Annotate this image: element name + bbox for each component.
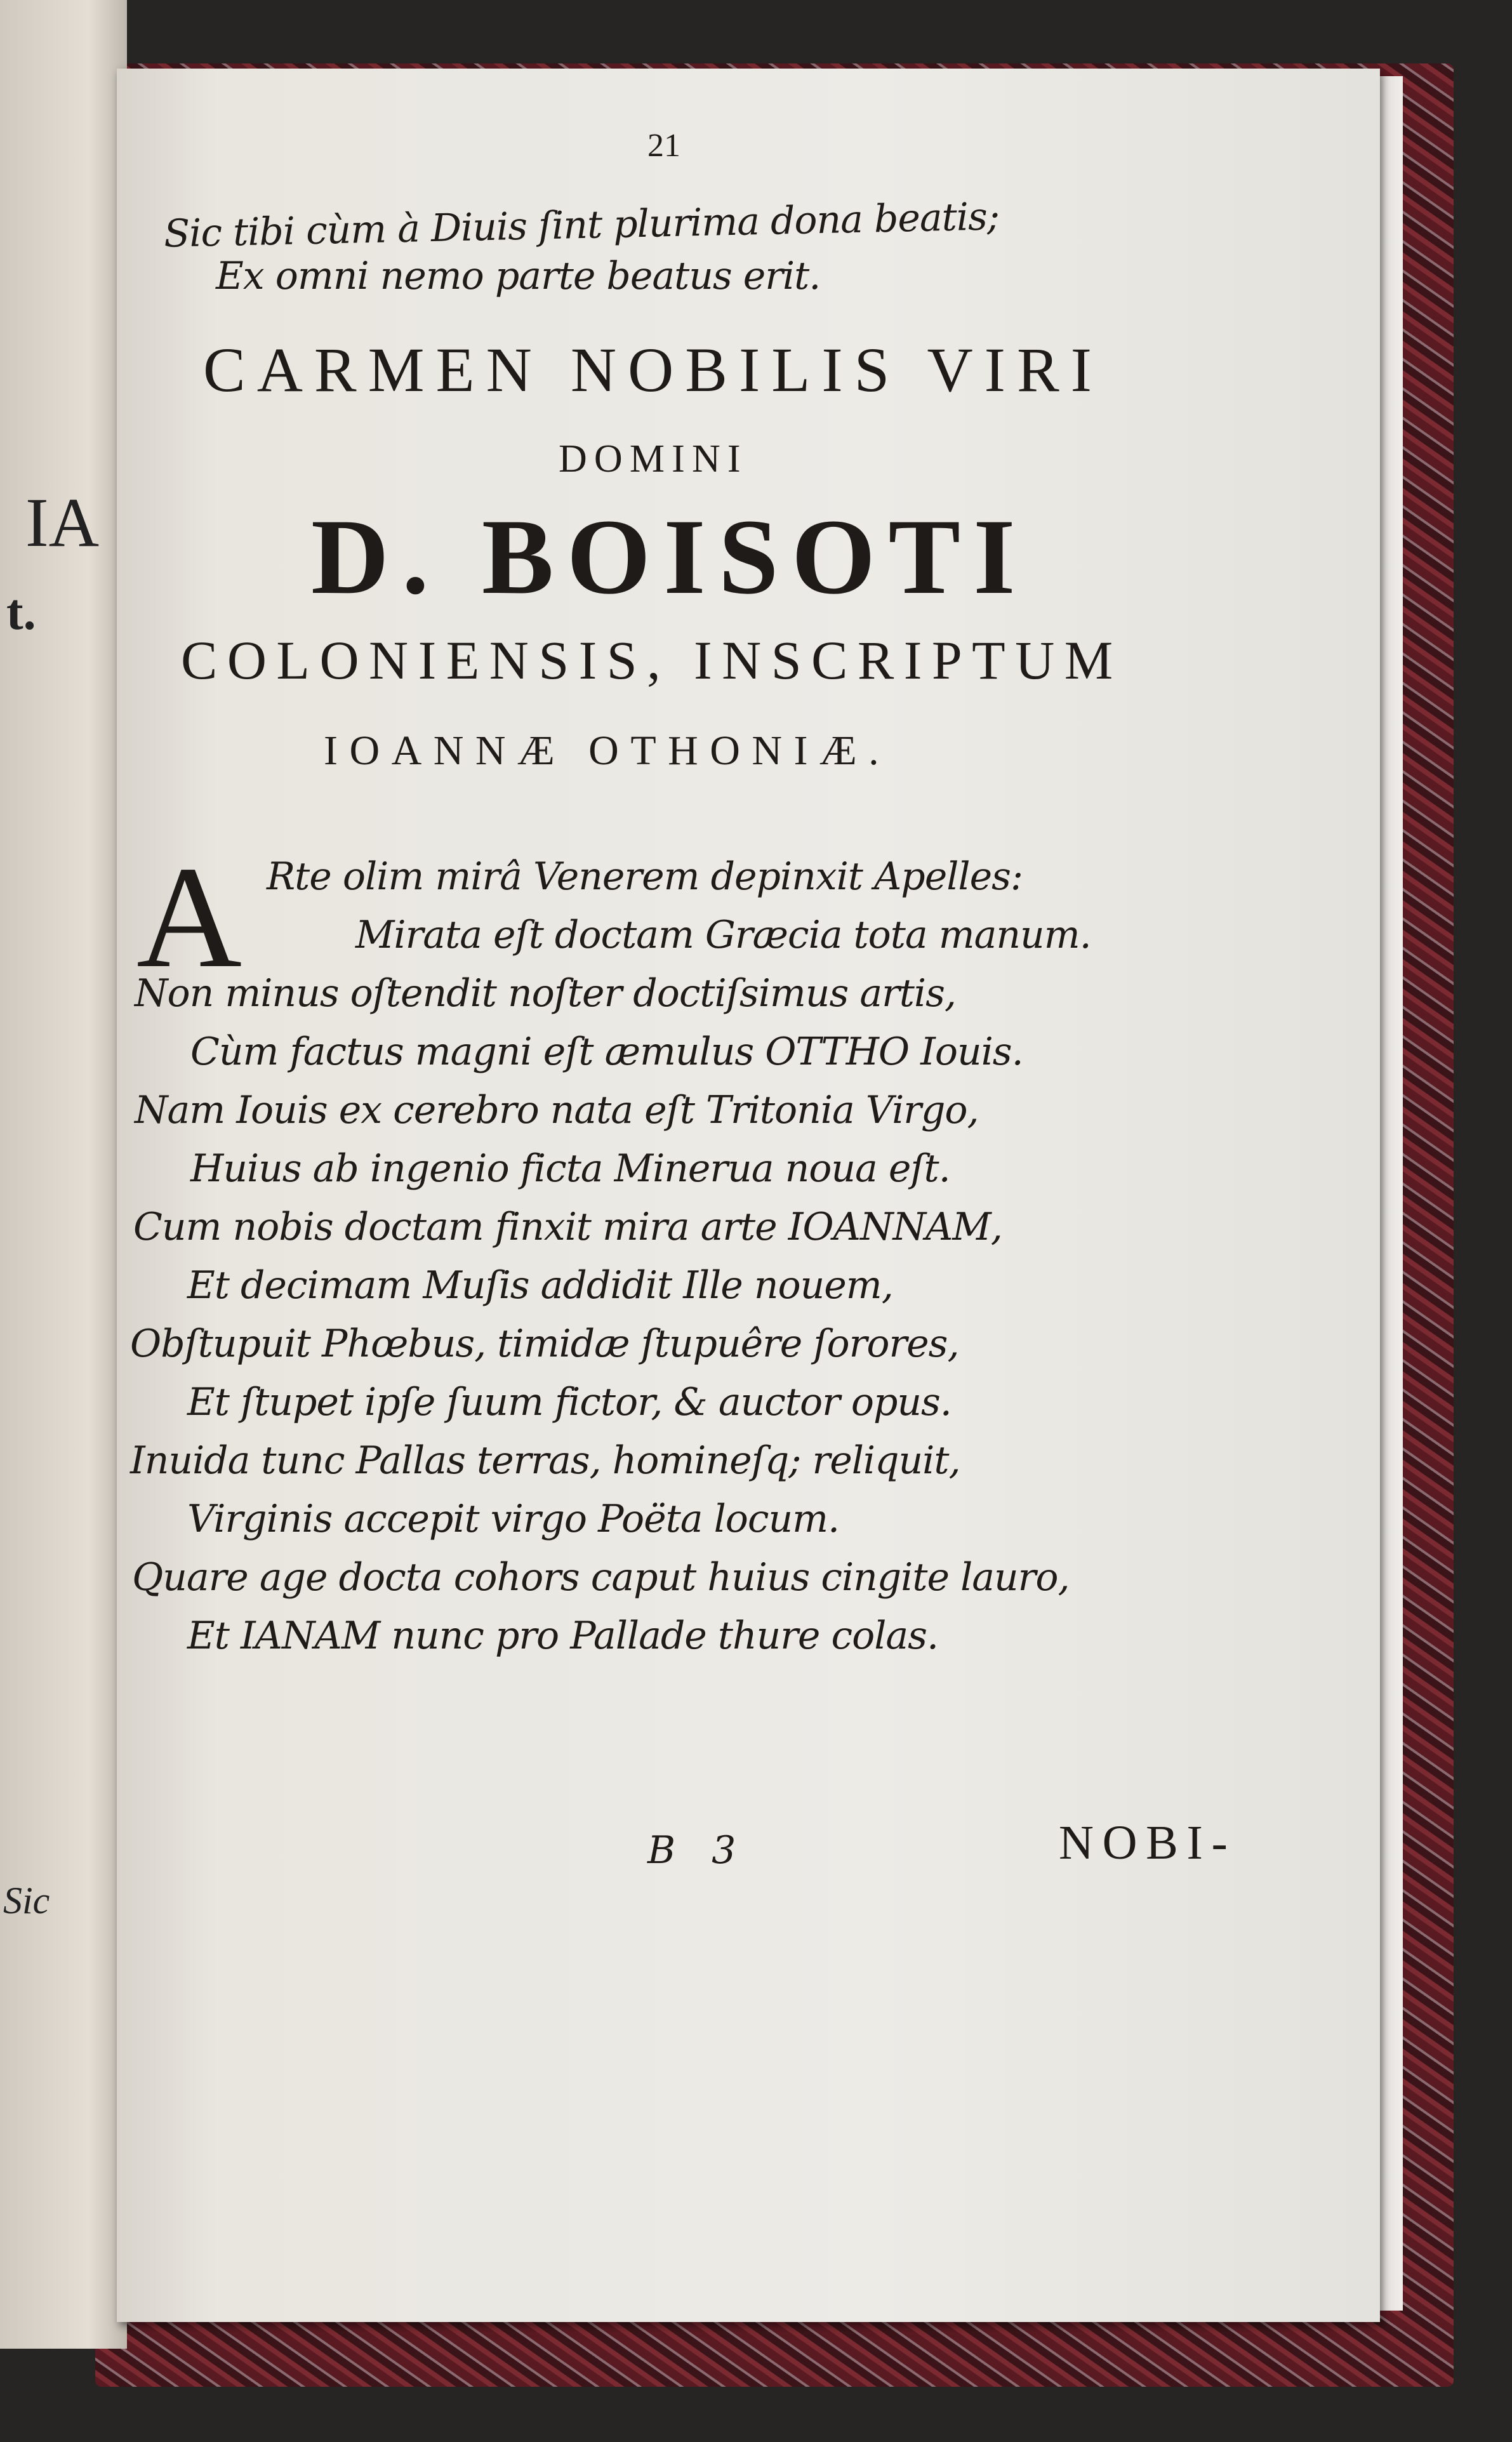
poem-line: Et ſtupet ipſe ſuum fictor, & auctor opus. xyxy=(187,1380,952,1424)
poem-line: Cum nobis doctam finxit mira arte IOANNAM, xyxy=(133,1205,1002,1249)
left-page-fragment: IA xyxy=(25,484,100,561)
poem-line: Huius ab ingenio ficta Minerua noua eſt. xyxy=(190,1146,950,1191)
poem-line: Cùm factus magni eſt æmulus OTTHO Iouis. xyxy=(190,1030,1023,1074)
catchword: NOBI- xyxy=(1059,1816,1237,1869)
title-line: CARMEN NOBILIS VIRI xyxy=(203,335,1103,405)
title-line: IOANNÆ OTHONIÆ. xyxy=(324,727,891,774)
poem-line: Inuida tunc Pallas terras, homineſq; reliquit, xyxy=(130,1438,960,1483)
left-page-fragment: Sic xyxy=(3,1880,50,1921)
couplet-line: Ex omni nemo parte beatus erit. xyxy=(216,254,821,298)
title-line: COLONIENSIS, INSCRIPTUM xyxy=(181,630,1123,691)
poem-line: Rte olim mirâ Venerem depinxit Apelles: xyxy=(267,854,1023,899)
right-page xyxy=(117,69,1380,2322)
poem-line: Et decimam Muſis addidit Ille nouem, xyxy=(187,1263,893,1308)
poem-line: Quare age docta cohors caput huius cingite lauro, xyxy=(132,1555,1070,1600)
poem-line: Virginis accepit virgo Poëta locum. xyxy=(187,1497,840,1541)
couplet-line: Sic tibi cùm à Diuis ſint plurima dona beatis; xyxy=(163,194,1000,256)
poem-line: Nam Iouis ex cerebro nata eſt Tritonia Virgo, xyxy=(135,1088,979,1132)
poem-line: Non minus oſtendit noſter doctiſsimus artis, xyxy=(135,971,956,1016)
poem-line: Mirata eſt doctam Græcia tota manum. xyxy=(355,913,1091,957)
page-number: 21 xyxy=(647,128,680,164)
left-page xyxy=(0,0,127,2349)
title-line: DOMINI xyxy=(559,437,748,481)
left-page-fragment: t. xyxy=(6,585,36,640)
poem-line: Obſtupuit Phœbus, timidæ ſtupuêre ſorores, xyxy=(130,1322,959,1366)
title-author: D. BOISOTI xyxy=(311,497,1028,616)
signature-mark: B 3 xyxy=(647,1828,736,1873)
poem-line: Et IANAM nunc pro Pallade thure colas. xyxy=(187,1614,939,1658)
drop-cap: A xyxy=(136,836,242,998)
